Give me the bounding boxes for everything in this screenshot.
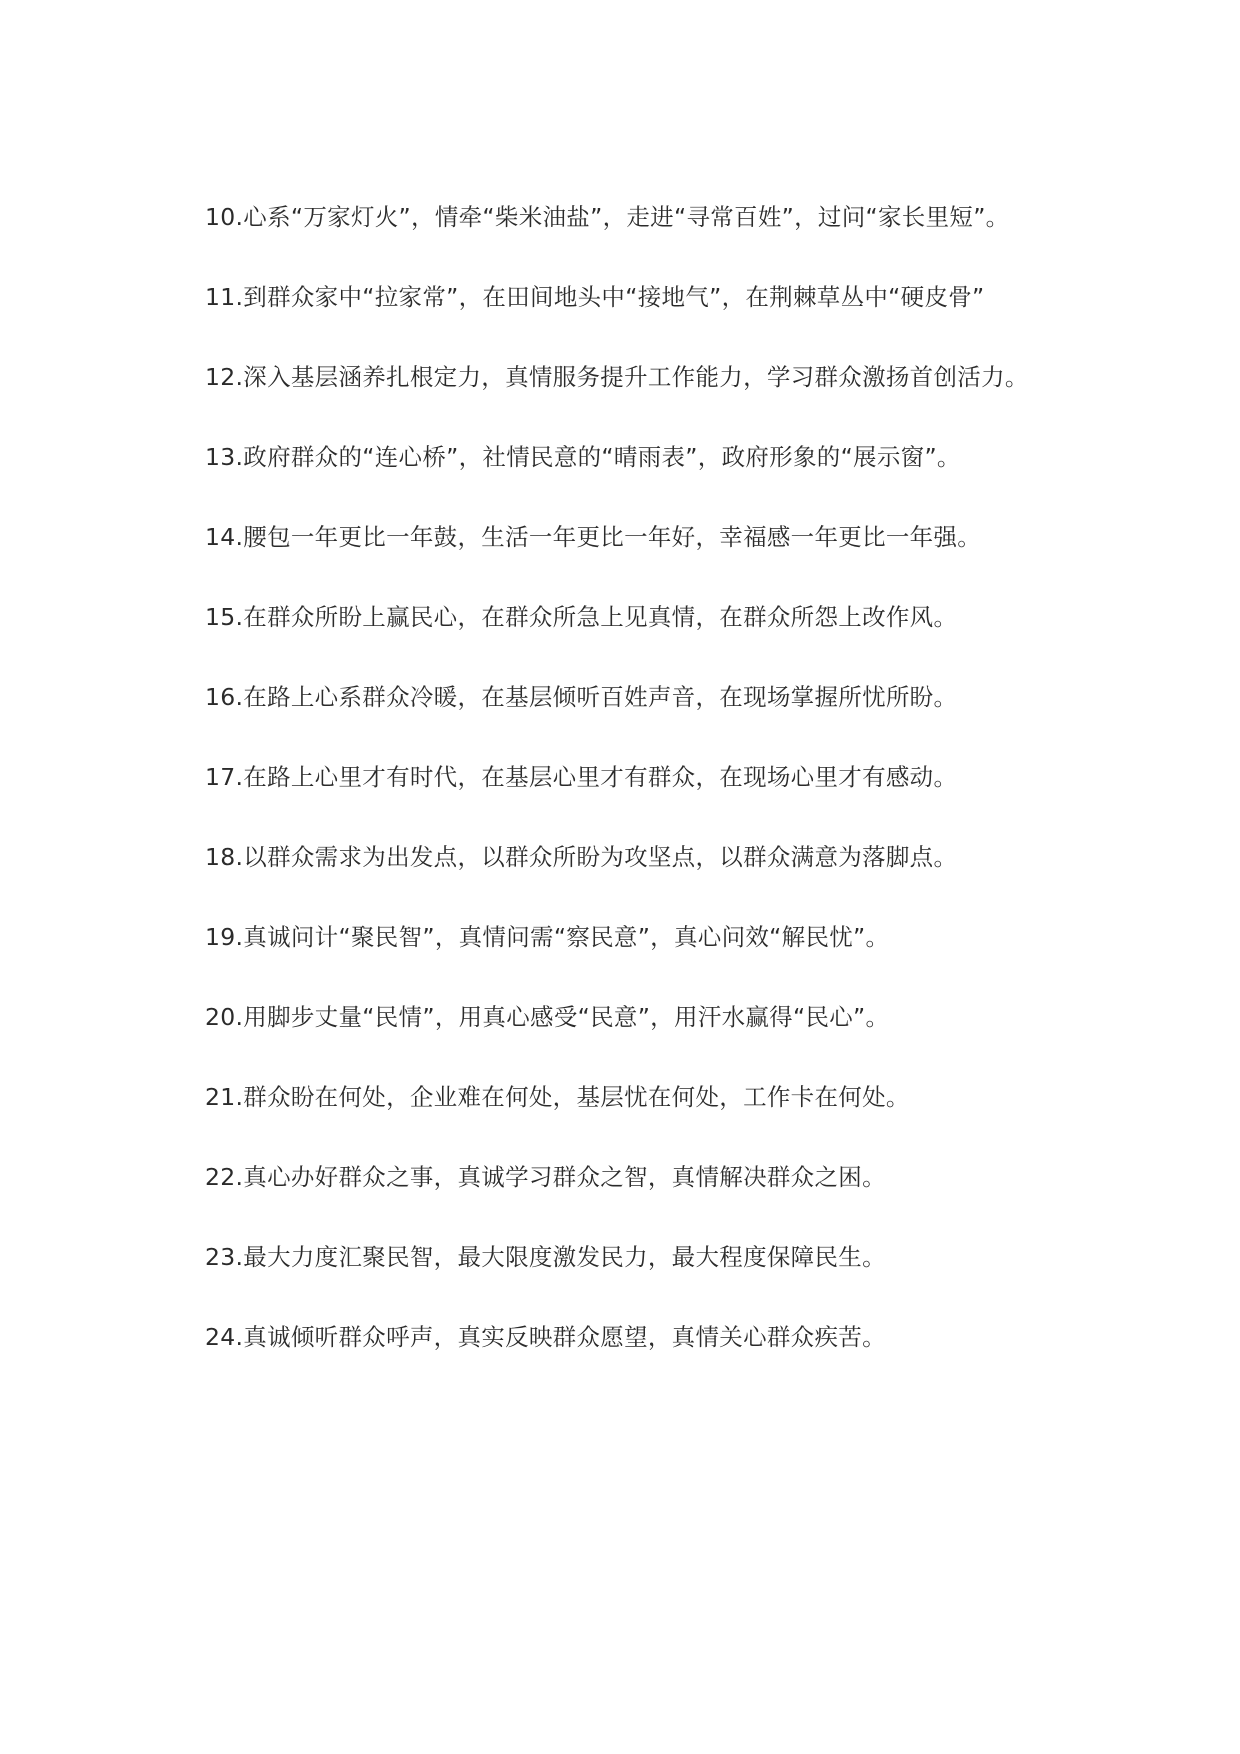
- paragraph-11: 11.到群众家中“拉家常”，在田间地头中“接地气”，在荆棘草丛中“硬皮骨”: [205, 283, 985, 311]
- paragraph-14: 14.腰包一年更比一年鼓，生活一年更比一年好，幸福感一年更比一年强。: [205, 523, 982, 551]
- paragraph-16: 16.在路上心系群众冷暖，在基层倾听百姓声音，在现场掌握所忧所盼。: [205, 683, 958, 711]
- paragraph-18: 18.以群众需求为出发点，以群众所盼为攻坚点，以群众满意为落脚点。: [205, 843, 958, 871]
- paragraph-23: 23.最大力度汇聚民智，最大限度激发民力，最大程度保障民生。: [205, 1243, 886, 1271]
- paragraph-22: 22.真心办好群众之事，真诚学习群众之智，真情解决群众之困。: [205, 1163, 886, 1191]
- document-body: [154, 186, 1070, 1386]
- paragraph-15: 15.在群众所盼上赢民心，在群众所急上见真情，在群众所怨上改作风。: [205, 603, 958, 631]
- paragraph-13: 13.政府群众的“连心桥”，社情民意的“晴雨表”，政府形象的“展示窗”。: [205, 443, 961, 471]
- paragraph-12: 12.深入基层涵养扎根定力，真情服务提升工作能力，学习群众激扬首创活力。: [205, 363, 1029, 391]
- paragraph-19: 19.真诚问计“聚民智”，真情问需“察民意”，真心问效“解民忧”。: [205, 923, 890, 951]
- paragraph-24: 24.真诚倾听群众呼声，真实反映群众愿望，真情关心群众疾苦。: [205, 1323, 886, 1351]
- paragraph-10: 10.心系“万家灯火”，情牵“柴米油盐”，走进“寻常百姓”，过问“家长里短”。: [205, 203, 1010, 231]
- paragraph-20: 20.用脚步丈量“民情”，用真心感受“民意”，用汗水赢得“民心”。: [205, 1003, 890, 1031]
- paragraph-21: 21.群众盼在何处，企业难在何处，基层忧在何处，工作卡在何处。: [205, 1083, 910, 1111]
- paragraph-17: 17.在路上心里才有时代，在基层心里才有群众，在现场心里才有感动。: [205, 763, 958, 791]
